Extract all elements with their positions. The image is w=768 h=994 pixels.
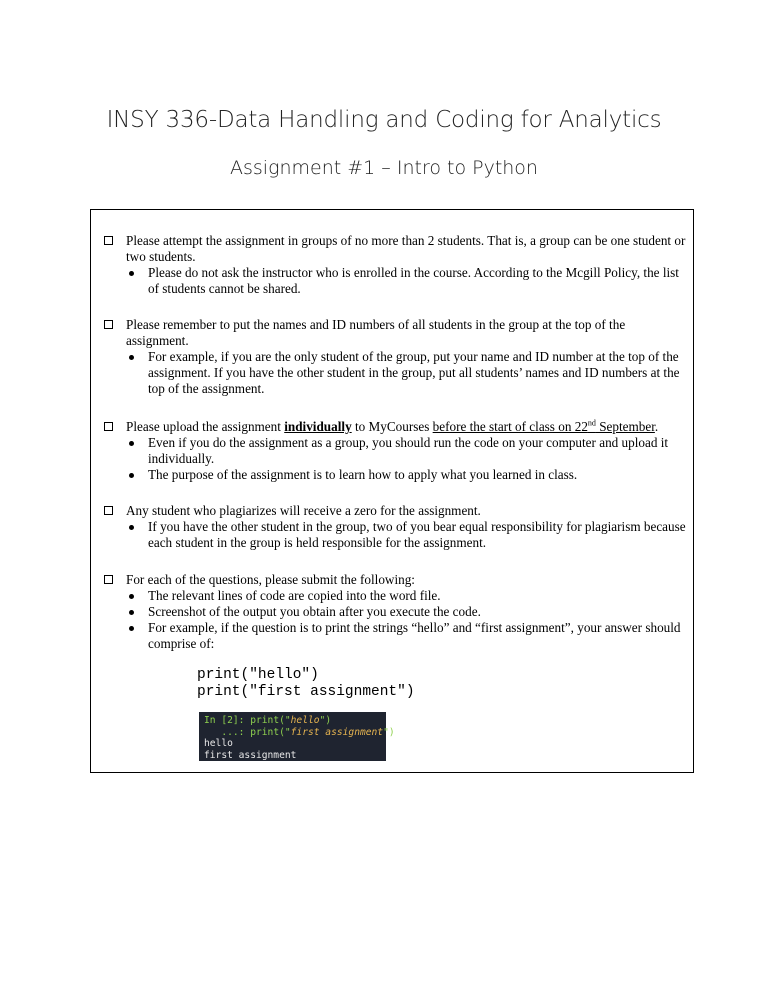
checkbox-icon — [104, 236, 113, 245]
document-subtitle: Assignment #1 – Intro to Python — [230, 157, 538, 179]
instruction-item-4 — [104, 503, 686, 551]
sub-list — [126, 435, 686, 483]
instruction-item-2 — [104, 317, 686, 397]
checkbox-icon — [104, 506, 113, 515]
terminal-output-2: first assignment — [204, 749, 297, 761]
sub-item: Even if you do the assignment as a group, you should run the code on your computer and upload it individually. — [126, 435, 686, 467]
terminal-output-1: hello — [204, 738, 233, 749]
sub-item: For example, if you are the only student of the group, put your name and ID number at the top of the assignment. If you have the other student in the group, put all students’ names and ID numbers at the top of the assignment. — [126, 349, 686, 397]
checkbox-icon — [104, 575, 113, 584]
deadline-text: before the start of class on 22nd September — [432, 418, 655, 434]
instruction-item-5 — [104, 572, 686, 652]
document-title: INSY 336-Data Handling and Coding for Analytics — [106, 107, 662, 133]
instruction-text: For each of the questions, please submit the following: — [126, 572, 415, 587]
instruction-item-3 — [104, 419, 686, 483]
sub-item: For example, if the question is to print the strings “hello” and “first assignment”, your answer should comprise of: — [126, 620, 686, 652]
code-line-1: print("hello") — [197, 667, 319, 683]
sub-item: If you have the other student in the group, two of you bear equal responsibility for plagiarism because each student in the group is held responsible for the assignment. — [126, 519, 686, 551]
terminal-screenshot: In [2]: print("hello") ...: print("first assignment") hello first assignment — [199, 712, 386, 761]
instruction-text: Please attempt the assignment in groups of no more than 2 students. That is, a group can be one student or two students. — [126, 233, 686, 264]
checkbox-icon — [104, 422, 113, 431]
code-line-2: print("first assignment") — [197, 684, 415, 700]
instruction-item-1 — [104, 233, 686, 297]
sub-list — [126, 349, 686, 397]
sub-list — [126, 519, 686, 551]
sub-item: Screenshot of the output you obtain after you execute the code. — [126, 604, 686, 620]
instruction-text: Please upload the assignment individually to MyCourses before the start of class on 22nd September. — [126, 418, 659, 434]
sub-item: The purpose of the assignment is to learn how to apply what you learned in class. — [126, 467, 686, 483]
checkbox-icon — [104, 320, 113, 329]
instruction-text: Any student who plagiarizes will receive a zero for the assignment. — [126, 503, 481, 518]
sub-item: The relevant lines of code are copied into the word file. — [126, 588, 686, 604]
instruction-text: Please remember to put the names and ID numbers of all students in the group at the top of the assignment. — [126, 317, 626, 348]
sub-list — [126, 588, 686, 652]
sub-item: Please do not ask the instructor who is enrolled in the course. According to the Mcgill Policy, the list of students cannot be shared. — [126, 265, 686, 297]
sub-list — [126, 265, 686, 297]
emphasis-individually: individually — [284, 419, 352, 434]
